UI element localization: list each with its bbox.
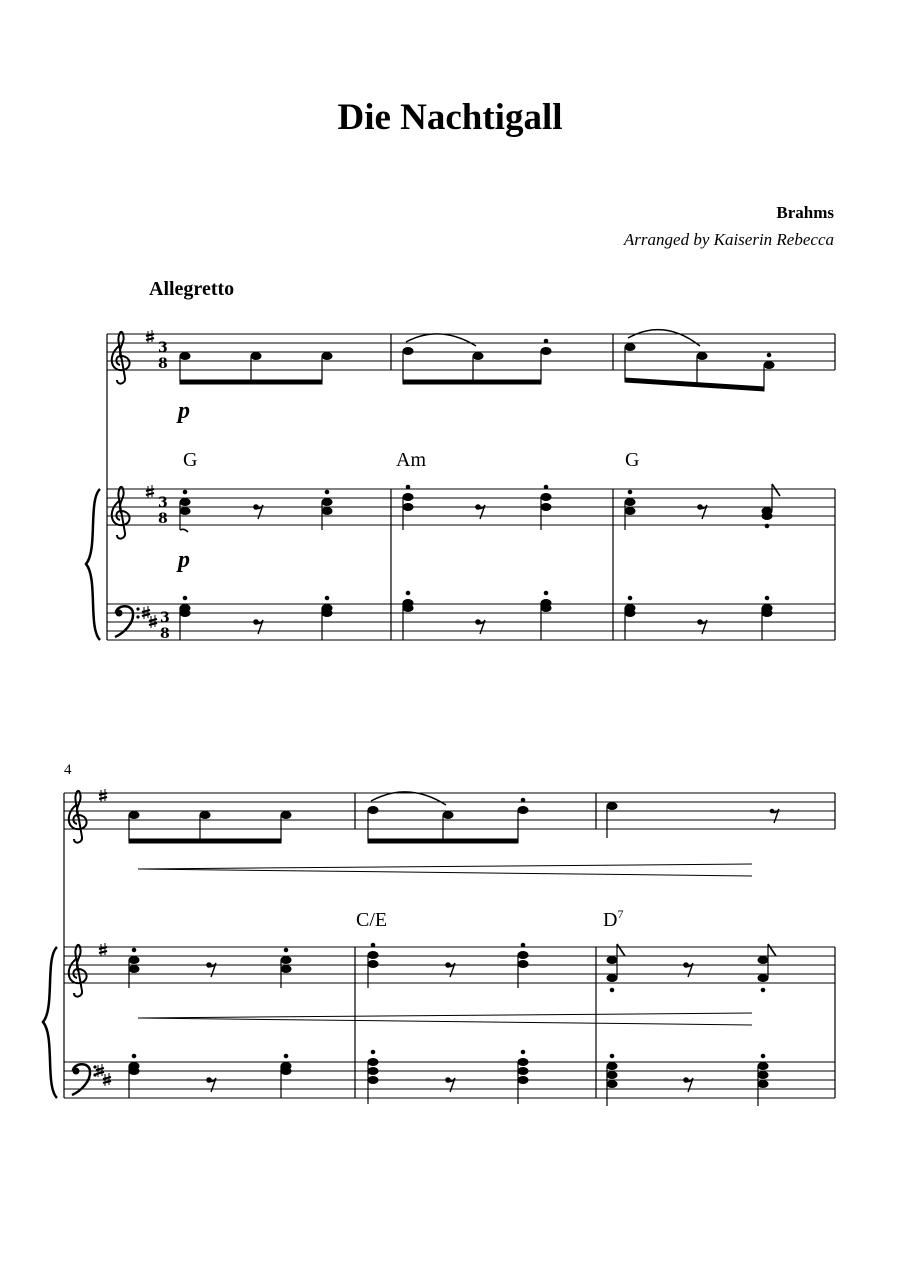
arranger: Arranged by Kaiserin Rebecca	[623, 230, 834, 249]
chord-symbol: Am	[396, 449, 426, 471]
chord-symbol: G	[183, 449, 198, 471]
chord-symbol: G	[625, 449, 640, 471]
chord-symbol: C/E	[356, 909, 388, 931]
composer: Brahms	[776, 203, 834, 222]
svg-text:8: 8	[158, 356, 168, 372]
svg-text:3: 3	[158, 340, 168, 356]
svg-text:3: 3	[160, 610, 170, 626]
chord-symbol: $D^7$	[603, 907, 624, 931]
score-title: Die Nachtigall	[337, 97, 563, 138]
svg-text:8: 8	[160, 626, 170, 642]
dynamic-marking-piano: p	[178, 547, 190, 573]
measure-number: 4	[64, 762, 72, 778]
tempo-marking: Allegretto	[149, 278, 235, 300]
svg-text:3: 3	[158, 495, 168, 511]
svg-text:8: 8	[158, 511, 168, 527]
dynamic-marking-melody: p	[178, 398, 190, 424]
